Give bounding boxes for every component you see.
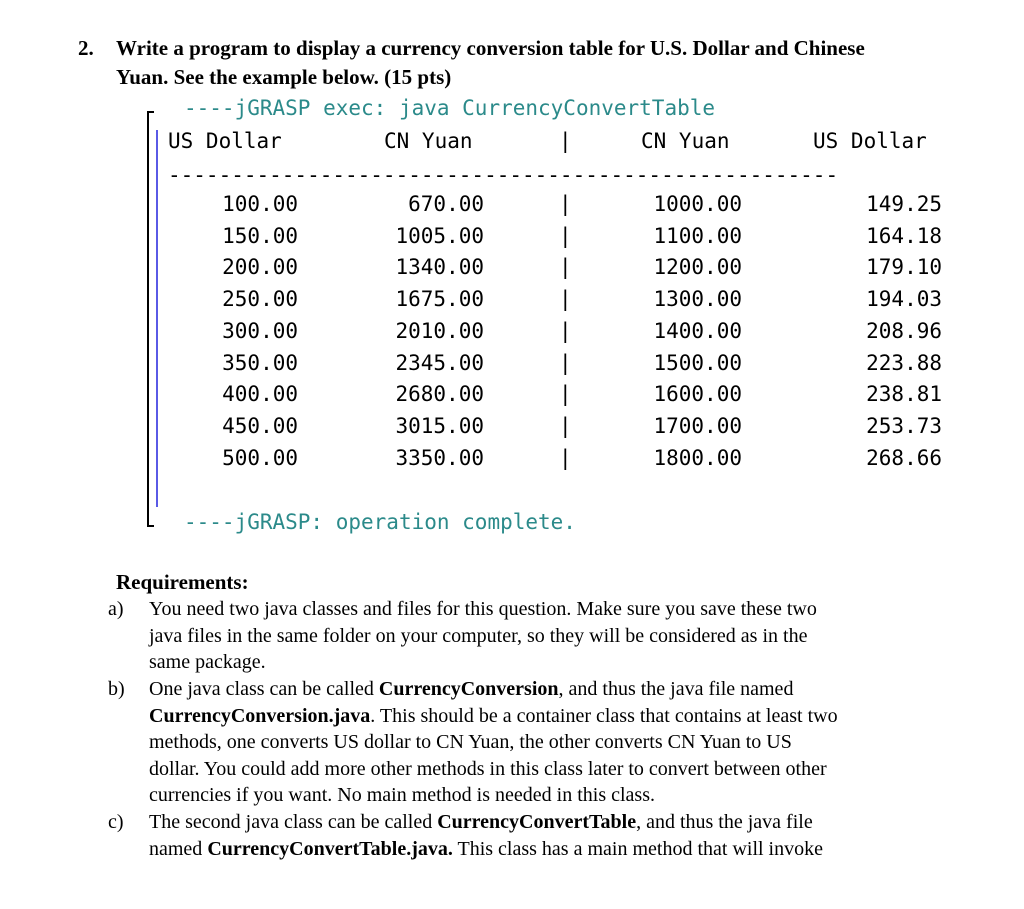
question-text-line1: Write a program to display a currency conversion table for U.S. Dollar and Chinese [116, 36, 865, 60]
question-number: 2. [78, 36, 94, 60]
requirement-b-label: b) [108, 678, 125, 700]
cell-cn-yuan: 670.00 [408, 192, 484, 216]
cell-us-dollar-2: 194.03 [866, 287, 942, 312]
cell-cn-yuan-2: 1200.00 [653, 255, 742, 280]
cell-us-dollar: 400.00 [222, 382, 298, 407]
cell-us-dollar-2: 149.25 [866, 192, 942, 216]
cell-cn-yuan: 3015.00 [395, 413, 484, 438]
cell-us-dollar: 250.00 [222, 287, 298, 312]
cell-separator: | [559, 445, 572, 470]
cell-us-dollar-2: 223.88 [866, 350, 942, 375]
cell-cn-yuan-2: 1800.00 [653, 445, 742, 470]
cell-us-dollar: 150.00 [222, 223, 298, 248]
cell-cn-yuan: 2345.00 [395, 350, 484, 375]
header-cn-yuan-right: CN Yuan [641, 129, 730, 153]
cell-separator: | [559, 255, 572, 280]
requirement-a-line2: java files in the same folder on your computer, so they will be considered as in the [149, 624, 808, 647]
console-done-line [184, 508, 576, 536]
cell-us-dollar-2: 164.18 [866, 223, 942, 248]
requirement-b-line1: One java class can be called CurrencyConversion, and thus the java file named [149, 678, 794, 700]
requirement-b-line3: methods, one converts US dollar to CN Yuan, the other converts CN Yuan to US [149, 731, 792, 753]
cell-separator: | [559, 350, 572, 375]
cell-cn-yuan: 3350.00 [395, 445, 484, 470]
cell-separator: | [559, 413, 572, 438]
requirement-c-line1: The second java class can be called CurrencyConvertTable, and thus the java file [149, 811, 813, 833]
cell-cn-yuan: 2010.00 [395, 318, 484, 343]
cell-us-dollar: 300.00 [222, 318, 298, 343]
class-name-currency-convert-table: CurrencyConvertTable [437, 811, 637, 833]
cell-cn-yuan-2: 1300.00 [653, 287, 742, 312]
cell-us-dollar: 200.00 [222, 255, 298, 280]
cell-separator: | [559, 318, 572, 343]
cell-us-dollar-2: 253.73 [866, 413, 942, 438]
cell-cn-yuan: 1340.00 [395, 255, 484, 280]
cell-us-dollar: 350.00 [222, 350, 298, 375]
cell-cn-yuan-2: 1100.00 [653, 223, 742, 248]
cell-cn-yuan: 2680.00 [395, 382, 484, 407]
done-text: jGRASP: operation complete. [234, 510, 576, 534]
cell-us-dollar-2: 238.81 [866, 382, 942, 407]
question-text-line2: Yuan. See the example below. (15 pts) [116, 65, 452, 89]
cell-cn-yuan-2: 1700.00 [653, 413, 742, 438]
cell-cn-yuan-2: 1000.00 [653, 192, 742, 216]
console-exec-line [184, 94, 715, 122]
cell-us-dollar-2: 208.96 [866, 318, 942, 343]
header-separator: | [559, 129, 572, 153]
class-name-currency-conversion: CurrencyConversion [378, 678, 559, 700]
requirement-a-label: a) [108, 598, 124, 620]
cell-cn-yuan: 1005.00 [395, 223, 484, 248]
exec-text: jGRASP exec: java CurrencyConvertTable [234, 96, 716, 120]
cell-separator: | [559, 382, 572, 407]
console-output-bar [156, 130, 158, 507]
cell-us-dollar-2: 179.10 [866, 255, 942, 280]
cell-cn-yuan-2: 1500.00 [653, 350, 742, 375]
cell-separator: | [559, 287, 572, 312]
cell-cn-yuan: 1675.00 [395, 287, 484, 312]
dash-rule: ----------------------------------------------------- [168, 163, 839, 187]
cell-us-dollar: 450.00 [222, 413, 298, 438]
cell-us-dollar: 500.00 [222, 445, 298, 470]
console-bracket-bottom [147, 525, 154, 527]
cell-separator: | [559, 192, 572, 216]
console-bracket-left [147, 111, 149, 527]
header-cn-yuan-left: CN Yuan [384, 129, 473, 153]
cell-us-dollar-2: 268.66 [866, 445, 942, 470]
requirement-a-line3: same package. [149, 651, 266, 673]
cell-cn-yuan-2: 1600.00 [653, 382, 742, 407]
requirement-c-line2: named CurrencyConvertTable.java. This class has a main method that will invoke [149, 837, 823, 860]
requirement-c-label: c) [108, 811, 124, 833]
requirements-title: Requirements: [116, 570, 249, 594]
exec-prefix: ---- [184, 96, 235, 120]
cell-cn-yuan-2: 1400.00 [653, 318, 742, 343]
cell-us-dollar: 100.00 [222, 192, 298, 216]
requirement-b-line5: currencies if you want. No main method is needed in this class. [149, 784, 655, 806]
requirement-b-line4: dollar. You could add more other methods in this class later to convert between other [149, 757, 827, 780]
header-us-dollar-right: US Dollar [813, 129, 927, 153]
requirement-b-line2: CurrencyConversion.java. This should be a container class that contains at least two [149, 704, 838, 727]
header-us-dollar-left: US Dollar [168, 129, 282, 153]
file-name-currency-conversion: CurrencyConversion.java [149, 704, 371, 727]
done-prefix: ---- [184, 510, 235, 534]
cell-separator: | [559, 223, 572, 248]
file-name-currency-convert-table: CurrencyConvertTable.java. [207, 837, 453, 860]
requirement-a-line1: You need two java classes and files for this question. Make sure you save these two [149, 598, 817, 620]
